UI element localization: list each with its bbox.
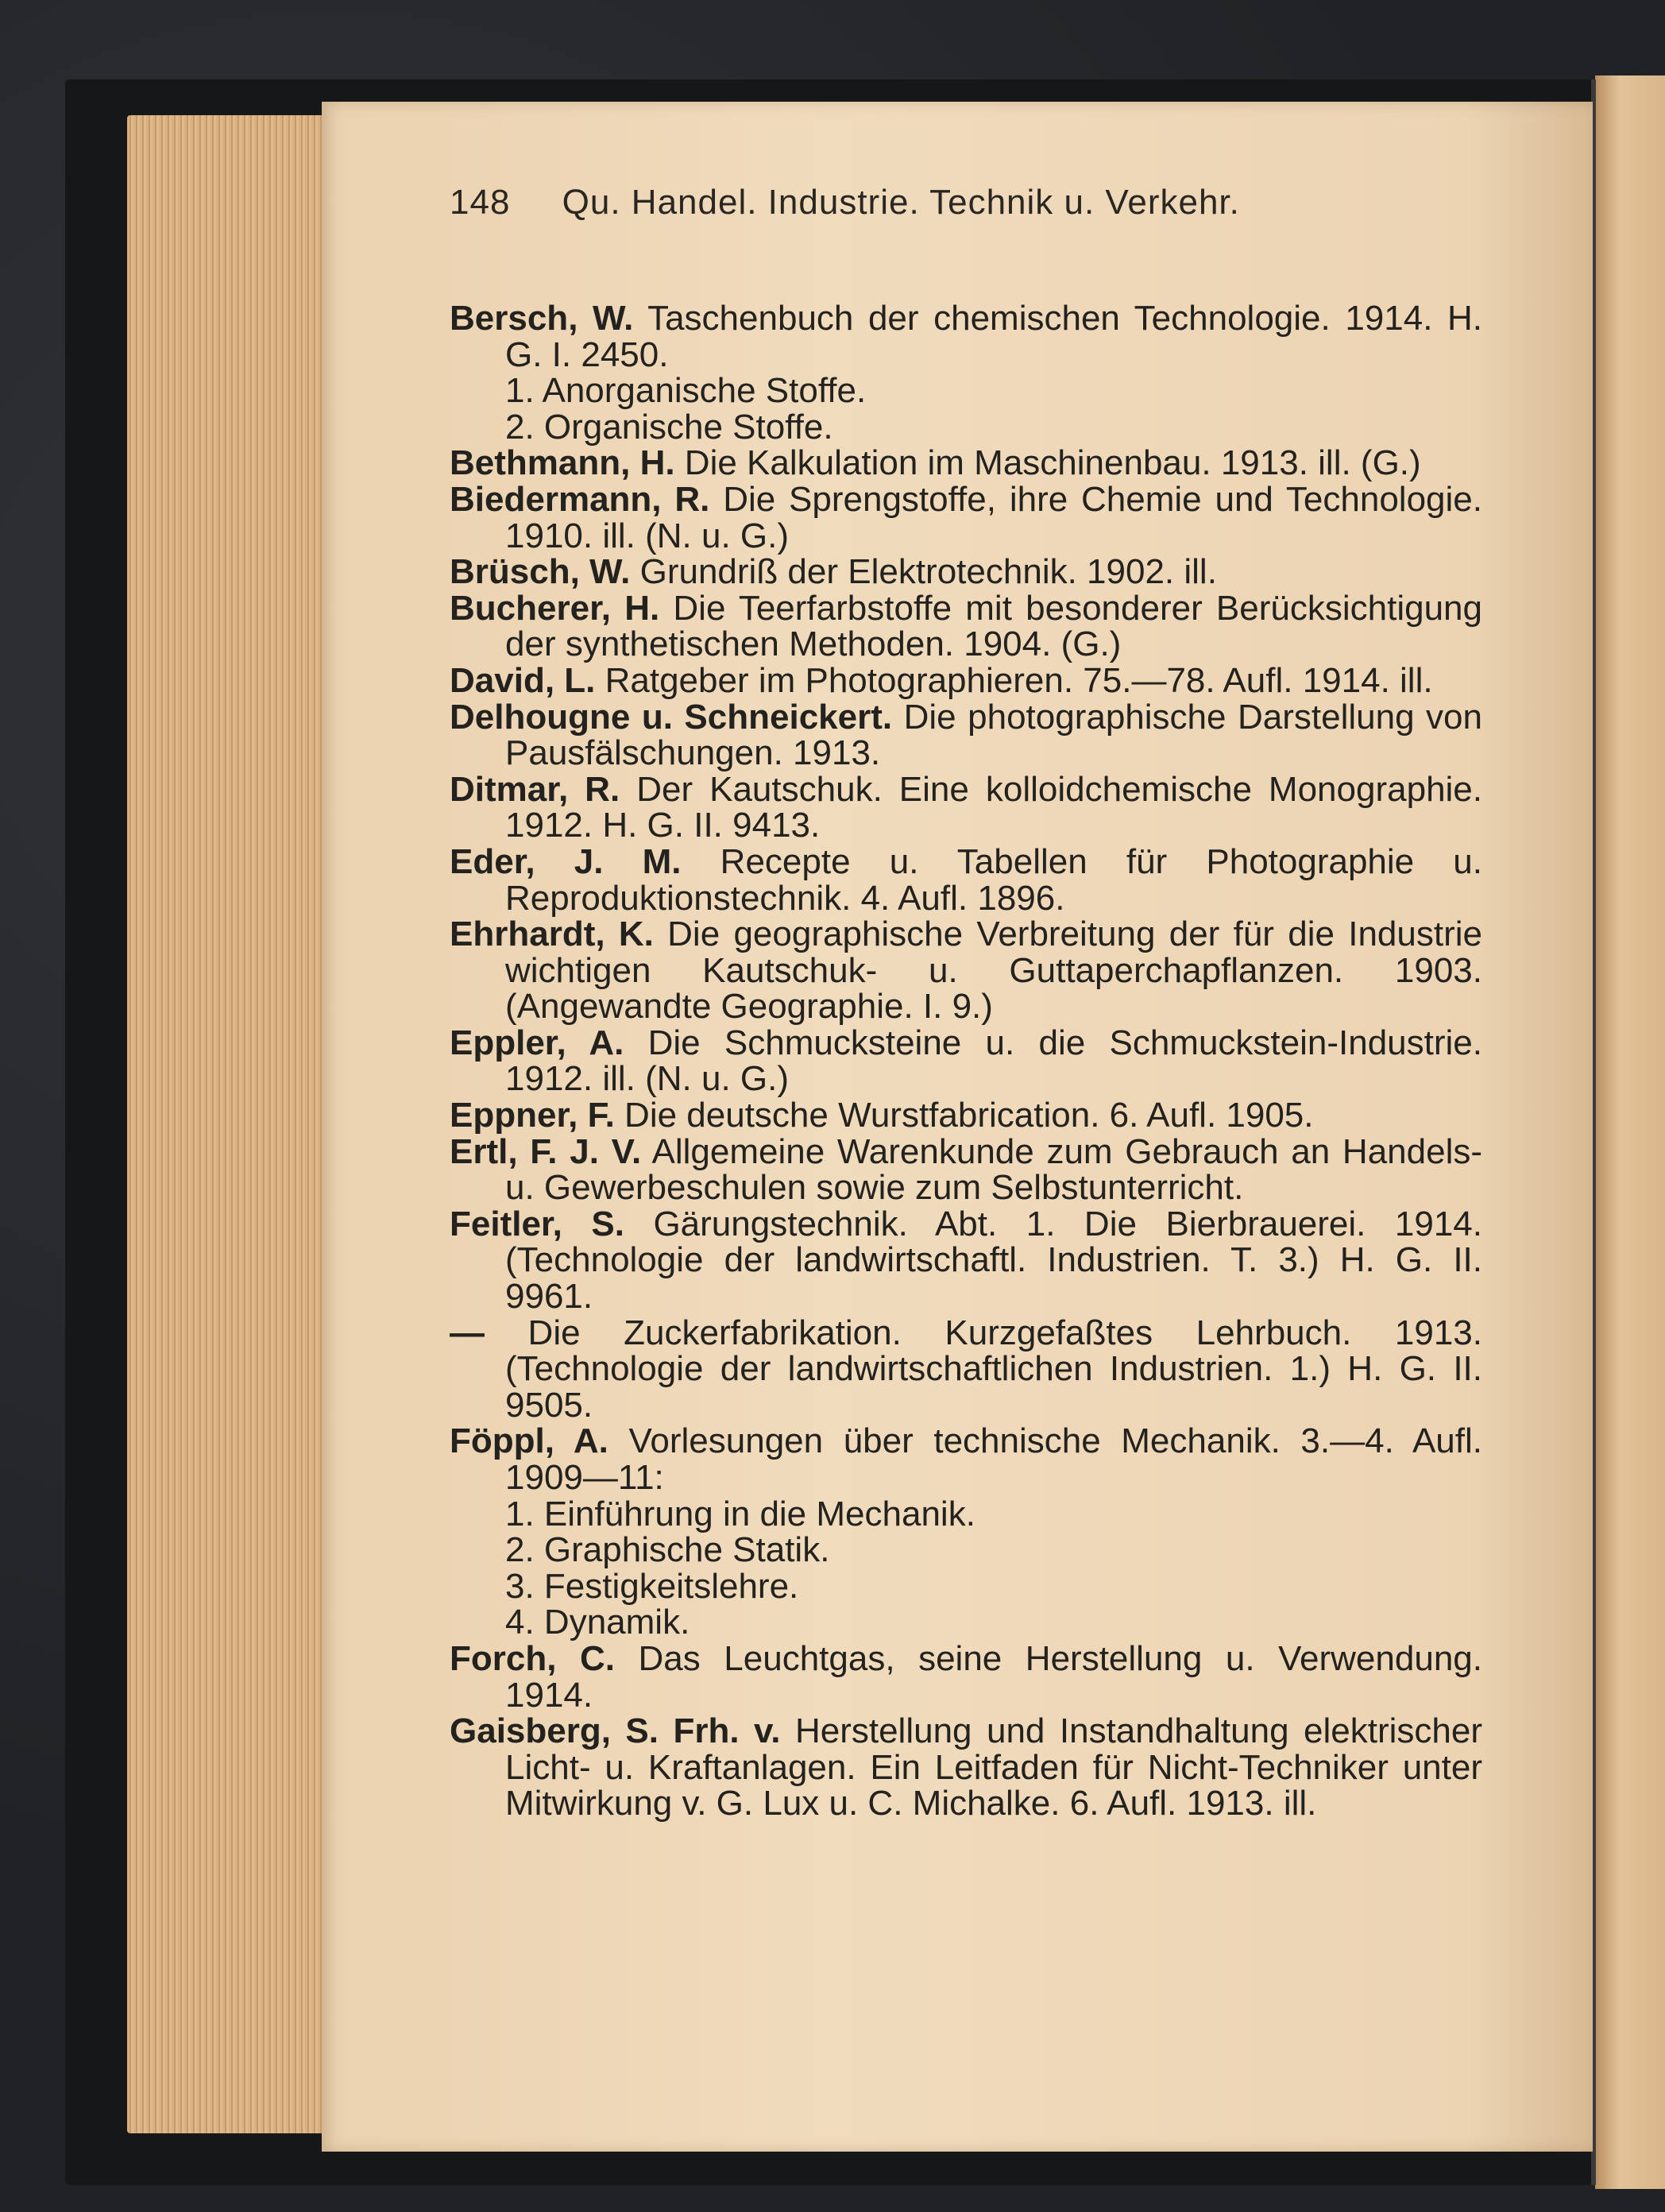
entry-author: Feitler, S. <box>450 1204 624 1243</box>
entry-author: Ertl, F. J. V. <box>450 1131 642 1171</box>
entry-author: Bersch, W. <box>450 299 634 338</box>
entry-subpart: 2. Organische Stoffe. <box>505 407 833 447</box>
entry-author: Eppler, A. <box>450 1023 624 1062</box>
entry-title: Die Schmucksteine u. die Schmuckstein-Industrie. 1912. ill. (N. u. G.) <box>505 1023 1482 1099</box>
entry-title: Die Teerfarbstoffe mit besonderer Berücksichtigung der synthetischen Methoden. 1904. (G.) <box>505 588 1483 664</box>
entry-title: Allgemeine Warenkunde zum Gebrauch an Handels- u. Gewerbeschulen sowie zum Selbstunterricht. <box>505 1131 1483 1208</box>
bibliography-entry <box>450 699 1482 771</box>
entry-author: Eder, J. M. <box>450 841 682 881</box>
page-number: 148 <box>450 183 511 222</box>
bibliography-entry <box>450 916 1482 1025</box>
entry-author: Bethmann, H. <box>450 443 675 483</box>
entry-author: Forch, C. <box>450 1638 615 1678</box>
entry-title: Ratgeber im Photographieren. 75.—78. Aufl. 1914. ill. <box>595 660 1433 700</box>
bibliography-entry <box>450 554 1482 590</box>
entry-title: Grundriß der Elektrotechnik. 1902. ill. <box>630 552 1217 592</box>
running-title: Qu. Handel. Industrie. Technik u. Verkehr. <box>562 183 1240 222</box>
entry-subpart: 4. Dynamik. <box>505 1603 690 1642</box>
bibliography-entry <box>450 1097 1482 1134</box>
entry-title: Taschenbuch der chemischen Technologie. 1914. H. G. I. 2450. <box>505 299 1482 374</box>
entry-title: Herstellung und Instandhaltung elektrischer Licht- u. Kraftanlagen. Ein Leitfaden für Nicht-Techniker unter Mitwirkung v. G. Lux u. C. Michalke. 6. Aufl. 1913. ill. <box>505 1711 1482 1823</box>
bibliography-entry <box>450 300 1482 445</box>
entry-author: Delhougne u. Schneickert. <box>450 697 893 737</box>
entry-author: — <box>450 1313 485 1352</box>
entry-author: Biedermann, R. <box>450 479 710 519</box>
bibliography-entry <box>450 1131 1483 1208</box>
bibliography-entry <box>450 771 1482 844</box>
facing-page-edge <box>1595 75 1665 2189</box>
entry-author: David, L. <box>450 660 596 700</box>
entry-title: Die Sprengstoffe, ihre Chemie und Technologie. 1910. ill. (N. u. G.) <box>505 479 1482 555</box>
entry-author: Ehrhardt, K. <box>450 915 654 954</box>
entry-title: Die Kalkulation im Maschinenbau. 1913. ill. (G.) <box>674 443 1421 483</box>
bibliography-entry <box>450 1713 1482 1822</box>
entry-subpart: 1. Einführung in die Mechanik. <box>505 1494 975 1533</box>
bibliography-entry <box>450 1638 1482 1715</box>
running-header <box>450 183 1641 222</box>
entry-title: Die Zuckerfabrikation. Kurzgefaßtes Lehrbuch. 1913. (Technologie der landwirtschaftlichen Industrien. 1.) H. G. II. 9505. <box>485 1313 1482 1425</box>
entry-author: Gaisberg, S. Frh. v. <box>450 1711 781 1751</box>
bibliography-entry <box>450 481 1482 554</box>
entry-title: Die photographische Darstellung von Pausfälschungen. 1913. <box>505 697 1482 773</box>
entry-subpart: 1. Anorganische Stoffe. <box>505 371 867 411</box>
bibliography-list <box>450 300 1482 1822</box>
entry-title: Das Leuchtgas, seine Herstellung u. Verwendung. 1914. <box>505 1638 1482 1715</box>
bibliography-entry <box>450 1025 1482 1097</box>
bibliography-entry <box>450 1315 1482 1424</box>
entry-author: Brüsch, W. <box>450 552 631 592</box>
entry-title: Die deutsche Wurstfabrication. 6. Aufl. 1905. <box>614 1096 1314 1135</box>
entry-title: Der Kautschuk. Eine kolloidchemische Monographie. 1912. H. G. II. 9413. <box>505 769 1483 845</box>
bibliography-entry <box>450 660 1482 700</box>
entry-author: Ditmar, R. <box>450 769 620 809</box>
entry-subpart: 2. Graphische Statik. <box>505 1530 830 1570</box>
entry-title: Die geographische Verbreitung der für die Industrie wichtigen Kautschuk- u. Guttaperchapflanzen. 1903. (Angewandte Geographie. I. 9.) <box>505 915 1482 1027</box>
entry-subpart: 3. Festigkeitslehre. <box>505 1566 799 1606</box>
bibliography-entry <box>450 1206 1482 1315</box>
bibliography-entry <box>450 841 1482 918</box>
entry-title: Vorlesungen über technische Mechanik. 3.—4. Aufl. 1909—11: <box>505 1421 1482 1497</box>
entry-title: Recepte u. Tabellen für Photographie u. Reproduktionstechnik. 4. Aufl. 1896. <box>505 841 1482 918</box>
entry-author: Föppl, A. <box>450 1421 608 1461</box>
entry-title: Gärungstechnik. Abt. 1. Die Bierbrauerei. 1914. (Technologie der landwirtschaftl. Industrien. T. 3.) H. G. II. 9961. <box>505 1204 1483 1317</box>
bibliography-entry <box>450 445 1482 481</box>
entry-author: Eppner, F. <box>450 1096 615 1135</box>
bibliography-entry <box>450 590 1482 663</box>
page-edges <box>127 115 326 2133</box>
bibliography-entry <box>450 1423 1482 1641</box>
entry-author: Bucherer, H. <box>450 588 660 628</box>
